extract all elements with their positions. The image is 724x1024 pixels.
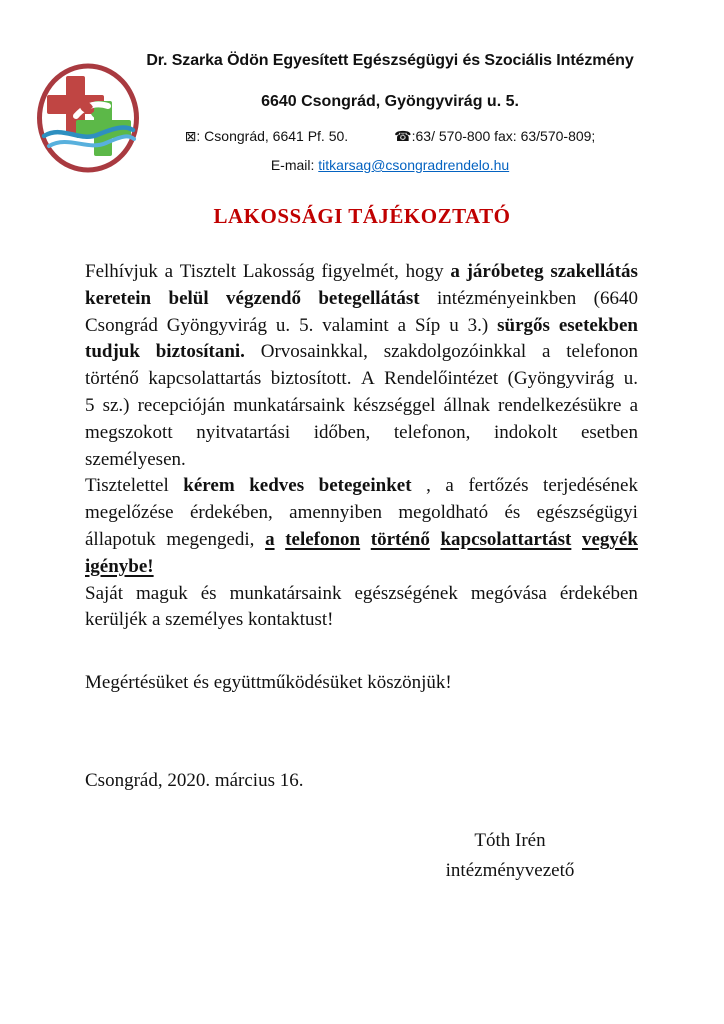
body-line: Csongrád Gyöngyvirág u. 5. valamint a Síp u 3.) sürgős esetekben — [85, 314, 638, 336]
body-line: keretein belül végzendő betegellátást intézményeinkben (6640 — [85, 287, 638, 309]
letterhead — [120, 50, 660, 175]
date-line: Csongrád, 2020. március 16. — [85, 769, 304, 791]
body-line: személyesen. — [85, 448, 186, 470]
postal-text: : Csongrád, 6641 Pf. 50. — [196, 128, 349, 144]
body-line: állapotuk megengedi, a telefonon történő kapcsolattartást vegyék — [85, 528, 638, 550]
body-line: Saját maguk és munkatársaink egészségének megóvása érdekében — [85, 582, 638, 604]
signature-name: Tóth Irén — [474, 829, 546, 851]
closing-line: Megértésüket és együttműködésüket köszönjük! — [85, 672, 452, 694]
body-line: megelőzése érdekében, amennyiben megoldható és egészségügyi — [85, 502, 638, 524]
phone-icon: ☎ — [394, 129, 412, 145]
phone-segment — [394, 127, 595, 147]
org-name: Dr. Szarka Ödön Egyesített Egészségügyi és Szociális Intézmény — [146, 52, 634, 69]
email-line — [120, 156, 660, 175]
contact-line — [120, 127, 660, 147]
body-line: igénybe! — [85, 555, 154, 577]
body-line: megszokott nyitvatartási időben, telefonon, indokolt esetben — [85, 421, 638, 443]
email-link[interactable]: titkarsag@csongradrendelo.hu — [318, 157, 510, 173]
body-line: történő kapcsolattartás biztosított. A Rendelőintézet (Gyöngyvirág u. — [85, 368, 638, 390]
body-line: Tisztelettel kérem kedves betegeinket , a fertőzés terjedésének — [85, 475, 638, 497]
body-paragraphs — [85, 259, 638, 634]
org-address: 6640 Csongrád, Gyöngyvirág u. 5. — [261, 93, 519, 110]
letter-body — [85, 259, 638, 886]
signature-block — [385, 826, 635, 886]
postal-segment — [185, 127, 349, 147]
page-title: LAKOSSÁGI TÁJÉKOZTATÓ — [213, 204, 511, 228]
body-line: kerüljék a személyes kontaktust! — [85, 609, 334, 631]
phone-text: :63/ 570-800 fax: 63/570-809; — [411, 128, 596, 144]
body-line: tudjuk biztosítani. Orvosainkkal, szakdolgozóinkkal a telefonon — [85, 341, 638, 363]
email-label: E-mail: — [270, 157, 319, 173]
body-line: Felhívjuk a Tisztelt Lakosság figyelmét, hogy a járóbeteg szakellátás — [85, 261, 638, 282]
mail-icon: ⊠ — [184, 129, 197, 145]
signature-role: intézményvezető — [445, 859, 575, 881]
body-line: 5 sz.) recepcióján munkatársaink készséggel állnak rendelkezésükre a — [85, 394, 638, 416]
